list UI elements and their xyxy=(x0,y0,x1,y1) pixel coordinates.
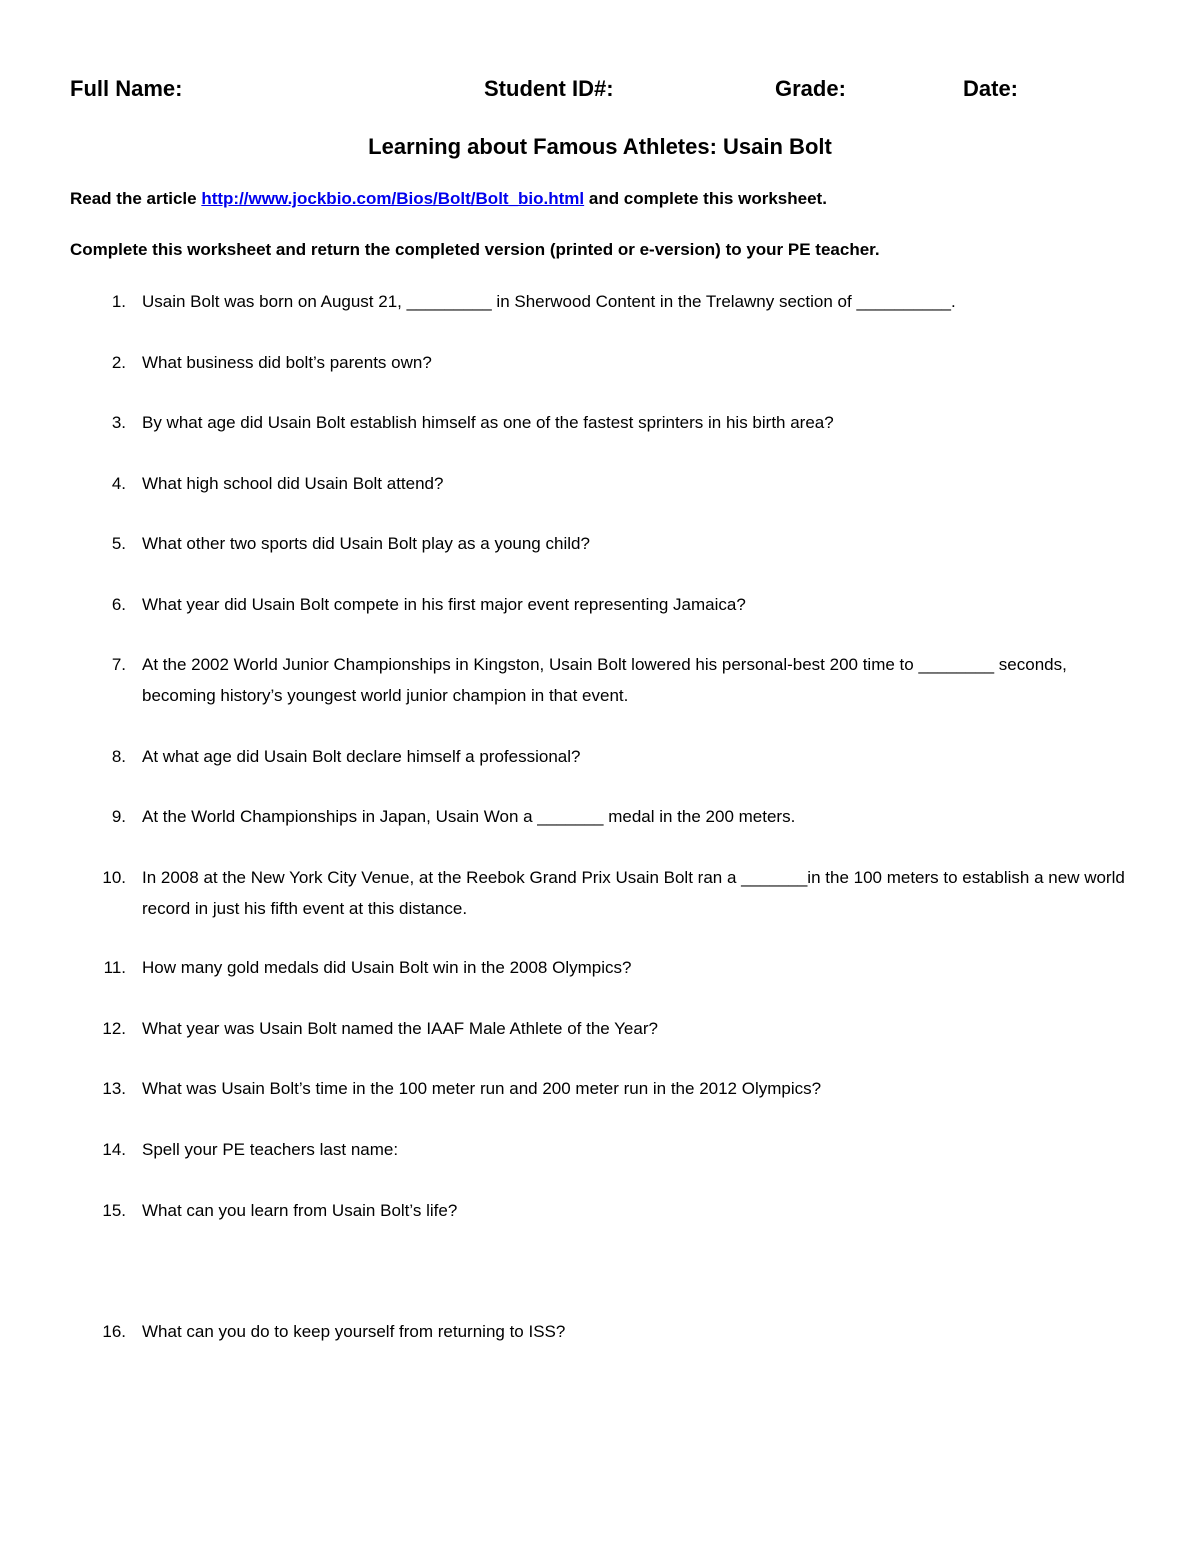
question-item xyxy=(98,468,1138,499)
question-text: What year was Usain Bolt named the IAAF Male Athlete of the Year? xyxy=(142,1019,658,1038)
question-text: What year did Usain Bolt compete in his first major event representing Jamaica? xyxy=(142,595,746,614)
read-suffix: and complete this worksheet. xyxy=(584,189,827,208)
question-item xyxy=(98,801,1138,832)
question-item xyxy=(98,347,1138,378)
worksheet-title: Learning about Famous Athletes: Usain Bolt xyxy=(368,134,832,159)
question-text: What was Usain Bolt’s time in the 100 meter run and 200 meter run in the 2012 Olympics? xyxy=(142,1079,822,1098)
article-link[interactable]: http://www.jockbio.com/Bios/Bolt/Bolt_bio.html xyxy=(201,189,585,208)
question-item xyxy=(98,286,1138,317)
complete-instruction: Complete this worksheet and return the completed version (printed or e-version) to your PE teacher. xyxy=(70,240,880,259)
question-item xyxy=(98,862,1138,924)
read-article-instruction xyxy=(70,189,827,209)
question-item xyxy=(98,1013,1138,1044)
question-text: At what age did Usain Bolt declare himself a professional? xyxy=(142,747,581,766)
question-text: How many gold medals did Usain Bolt win in the 2008 Olympics? xyxy=(142,958,632,977)
question-number: 2. xyxy=(111,353,126,372)
question-text: In 2008 at the New York City Venue, at the Reebok Grand Prix Usain Bolt ran a _______in the 100 meters to establish a new world record in just his fifth event at this distance. xyxy=(142,868,1125,918)
question-number: 8. xyxy=(111,747,126,766)
question-number: 16. xyxy=(102,1322,126,1341)
question-text: At the 2002 World Junior Championships in Kingston, Usain Bolt lowered his personal-best 200 time to ________ seconds, becoming history’s youngest world junior champion in that event. xyxy=(142,655,1067,705)
full-name-label: Full Name: xyxy=(70,76,183,101)
question-item xyxy=(98,1073,1138,1104)
question-text: By what age did Usain Bolt establish himself as one of the fastest sprinters in his birth area? xyxy=(142,413,834,432)
question-number: 7. xyxy=(111,655,126,674)
question-item xyxy=(98,741,1138,772)
question-number: 6. xyxy=(111,595,126,614)
grade-label: Grade: xyxy=(775,76,846,101)
question-text: Spell your PE teachers last name: xyxy=(142,1140,399,1159)
question-number: 15. xyxy=(102,1201,126,1220)
question-number: 4. xyxy=(111,474,126,493)
question-number: 1. xyxy=(111,292,126,311)
question-item xyxy=(98,952,1138,983)
question-number: 12. xyxy=(102,1019,126,1038)
question-number: 13. xyxy=(102,1079,126,1098)
question-text: Usain Bolt was born on August 21, _________ in Sherwood Content in the Trelawny section of __________. xyxy=(142,292,956,311)
question-number: 3. xyxy=(111,413,126,432)
question-item xyxy=(98,407,1138,438)
question-text: What high school did Usain Bolt attend? xyxy=(142,474,444,493)
question-item xyxy=(98,1195,1138,1226)
question-item xyxy=(98,649,1138,711)
question-item xyxy=(98,589,1138,620)
question-text: What other two sports did Usain Bolt play as a young child? xyxy=(142,534,590,553)
question-number: 9. xyxy=(111,807,126,826)
question-number: 14. xyxy=(102,1140,126,1159)
question-text: What business did bolt’s parents own? xyxy=(142,353,432,372)
student-id-label: Student ID#: xyxy=(484,76,614,101)
question-number: 5. xyxy=(111,534,126,553)
question-text: What can you learn from Usain Bolt’s life? xyxy=(142,1201,458,1220)
date-label: Date: xyxy=(963,76,1019,101)
question-item xyxy=(98,528,1138,559)
question-number: 10. xyxy=(102,868,126,887)
read-prefix: Read the article xyxy=(70,189,202,208)
question-text: At the World Championships in Japan, Usain Won a _______ medal in the 200 meters. xyxy=(142,807,796,826)
question-item xyxy=(98,1316,1138,1347)
question-text: What can you do to keep yourself from returning to ISS? xyxy=(142,1322,566,1341)
question-number: 11. xyxy=(103,958,126,977)
question-item xyxy=(98,1134,1138,1165)
